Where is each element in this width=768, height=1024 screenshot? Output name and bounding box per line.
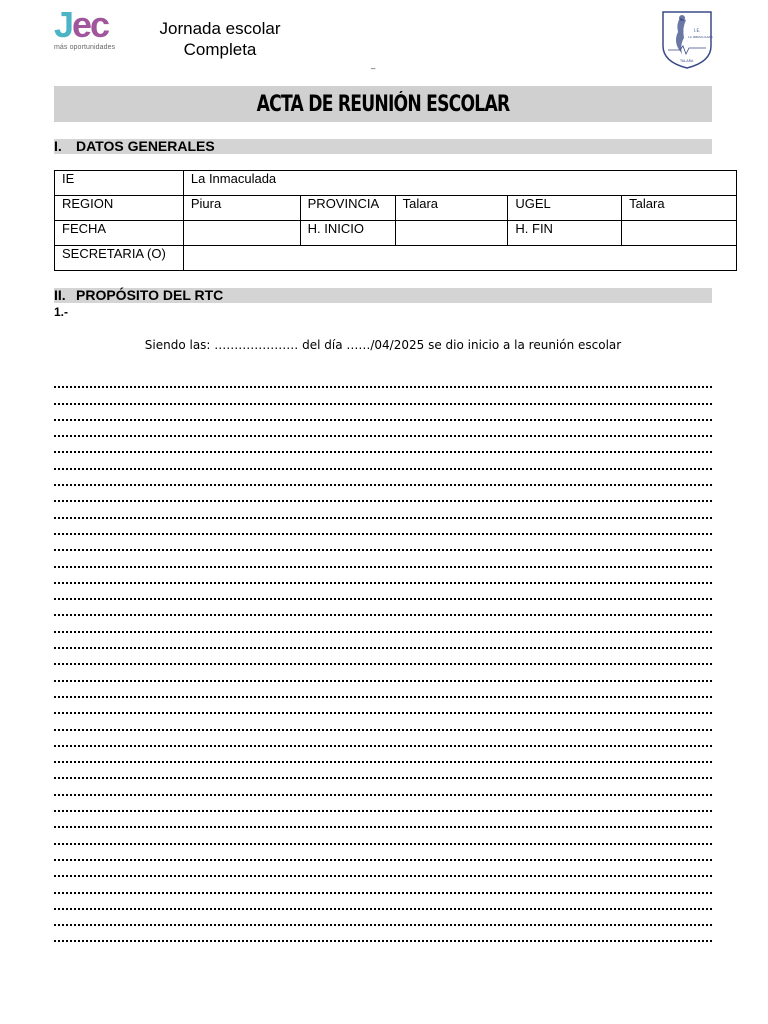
writing-line[interactable] xyxy=(54,926,712,942)
writing-line[interactable] xyxy=(54,747,712,763)
writing-line[interactable] xyxy=(54,486,712,502)
writing-line[interactable] xyxy=(54,665,712,681)
writing-line[interactable] xyxy=(54,405,712,421)
writing-line[interactable] xyxy=(54,877,712,893)
hinicio-value-field[interactable] xyxy=(395,221,508,246)
writing-line[interactable] xyxy=(54,421,712,437)
writing-line[interactable] xyxy=(54,682,712,698)
writing-line[interactable] xyxy=(54,388,712,404)
writing-line[interactable] xyxy=(54,616,712,632)
section-number: I. xyxy=(54,138,62,154)
writing-line[interactable] xyxy=(54,453,712,469)
writing-line[interactable] xyxy=(54,551,712,567)
writing-line[interactable] xyxy=(54,812,712,828)
header-title-line1: Jornada escolar xyxy=(159,19,281,38)
writing-line[interactable] xyxy=(54,796,712,812)
ie-value-field[interactable]: La Inmaculada xyxy=(183,171,736,196)
section-title: DATOS GENERALES xyxy=(76,138,215,154)
writing-line[interactable] xyxy=(54,568,712,584)
table-row xyxy=(55,171,737,196)
section-title: PROPÓSITO DEL RTC xyxy=(76,287,224,303)
writing-line[interactable] xyxy=(54,502,712,518)
writing-line[interactable] xyxy=(54,763,712,779)
secretaria-value-field[interactable] xyxy=(183,246,736,271)
header-title-line2: Completa xyxy=(183,40,257,59)
jec-logo-wordmark: Jec xyxy=(54,4,109,45)
hfin-value-field[interactable] xyxy=(622,221,737,246)
writing-line[interactable] xyxy=(54,372,712,388)
writing-line[interactable] xyxy=(54,828,712,844)
school-seal-icon xyxy=(660,10,714,70)
writing-line[interactable] xyxy=(54,698,712,714)
document-title-text: ACTA DE REUNIÓN ESCOLAR xyxy=(256,91,510,117)
writing-line[interactable] xyxy=(54,633,712,649)
ie-label: IE xyxy=(55,171,184,196)
writing-line[interactable] xyxy=(54,894,712,910)
writing-line[interactable] xyxy=(54,910,712,926)
provincia-label: PROVINCIA xyxy=(300,196,395,221)
writing-line[interactable] xyxy=(54,861,712,877)
general-data-table xyxy=(54,170,737,271)
ugel-value-field[interactable]: Talara xyxy=(622,196,737,221)
writing-line[interactable] xyxy=(54,845,712,861)
section-heading-proposito xyxy=(54,288,712,303)
svg-text:I.E.: I.E. xyxy=(694,28,701,33)
table-row xyxy=(55,196,737,221)
writing-line[interactable] xyxy=(54,649,712,665)
table-row xyxy=(55,246,737,271)
school-seal-logo xyxy=(660,10,714,70)
region-label: REGION xyxy=(55,196,184,221)
item-number: 1.- xyxy=(54,305,69,319)
svg-text:TALARA: TALARA xyxy=(680,59,694,63)
fecha-value-field[interactable] xyxy=(183,221,300,246)
jec-logo-tagline: más oportunidades xyxy=(54,44,116,51)
hfin-label: H. FIN xyxy=(508,221,622,246)
writing-line[interactable] xyxy=(54,535,712,551)
section-heading-datos-generales xyxy=(54,139,712,154)
writing-lines[interactable] xyxy=(54,372,712,942)
small-mark: – xyxy=(371,64,376,73)
opening-statement: Siendo las: ………………… del día ……/04/2025 se dio inicio a la reunión escolar xyxy=(144,338,622,352)
region-value-field[interactable]: Piura xyxy=(183,196,300,221)
table-row xyxy=(55,221,737,246)
writing-line[interactable] xyxy=(54,584,712,600)
writing-line[interactable] xyxy=(54,779,712,795)
writing-line[interactable] xyxy=(54,437,712,453)
svg-text:LA INMACULADA: LA INMACULADA xyxy=(688,35,713,39)
jec-logo xyxy=(54,4,126,54)
document-title xyxy=(54,86,712,122)
writing-line[interactable] xyxy=(54,714,712,730)
section-number: II. xyxy=(54,287,66,303)
writing-line[interactable] xyxy=(54,731,712,747)
ugel-label: UGEL xyxy=(508,196,622,221)
writing-line[interactable] xyxy=(54,600,712,616)
writing-line[interactable] xyxy=(54,519,712,535)
provincia-value-field[interactable]: Talara xyxy=(395,196,508,221)
hinicio-label: H. INICIO xyxy=(300,221,395,246)
writing-line[interactable] xyxy=(54,470,712,486)
header-title xyxy=(140,18,300,60)
fecha-label: FECHA xyxy=(55,221,184,246)
secretaria-label: SECRETARIA (O) xyxy=(55,246,184,271)
